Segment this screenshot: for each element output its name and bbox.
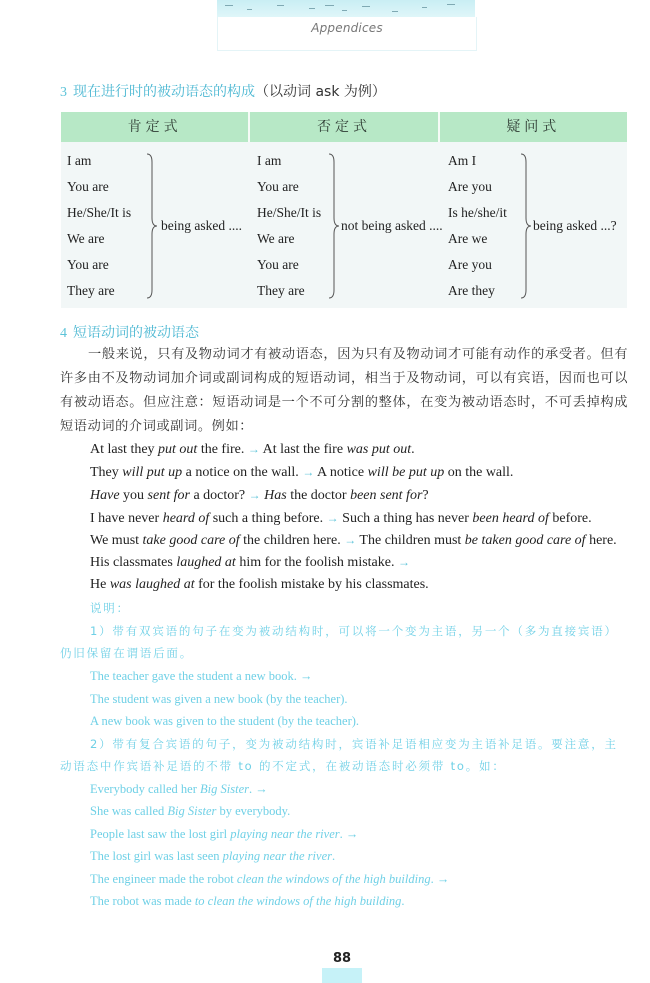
example-text: At last they [90,442,159,457]
note-1-example: The student was given a new book (by the teacher). [90,692,348,706]
table-cell: Are you [448,179,492,194]
table-cell: Am I [448,153,477,168]
table-cell: You are [67,257,109,272]
example-text: At last the fire [259,442,347,457]
table-cell: You are [67,179,109,194]
note-1-example: A new book was given to the student (by the teacher). [90,714,360,728]
header-decoration [217,0,475,17]
section-4-title [60,324,199,343]
table-cell: We are [67,231,105,246]
notes-heading: 说明： [90,601,130,615]
table-cell: They are [67,283,115,298]
example-phrase: heard of [162,511,210,526]
example-text: the children here. [239,533,345,548]
running-header [217,17,477,51]
note-2-example [90,781,268,797]
section-title-text: 短语动词的被动语态 [73,325,199,341]
example-phrase: was laughed at [109,577,195,592]
example-text: The robot was made [90,894,195,908]
example-text: the fire. [197,442,248,457]
example-line [90,486,429,505]
example-phrase: been sent for [350,488,423,503]
example-text: before. [548,511,592,526]
table-cell: You are [257,179,299,194]
example-text: A notice [314,465,368,480]
page-number-label: 88 [322,950,362,968]
right-brace-icon [328,152,340,300]
example-phrase: clean the windows of the high building [236,872,431,886]
example-text: We must [90,533,143,548]
arrow-right-icon: → [248,488,261,502]
table-cell: I am [257,153,282,168]
example-text: . → [339,827,359,841]
example-phrase: playing near the river [230,827,340,841]
page-number [322,950,362,983]
example-phrase: take good care of [142,533,240,548]
example-text: here. [585,533,617,548]
negative-subjects [257,148,321,304]
table-cell: We are [257,231,295,246]
example-phrase: Has [264,488,287,503]
right-brace-icon [520,152,532,300]
example-text: . [411,442,415,457]
example-text: His classmates [90,555,177,570]
example-text: on the wall. [444,465,514,480]
section-title-text: 现在进行时的被动语态的构成 [73,84,255,100]
example-phrase: was put out [346,442,412,457]
example-text: a notice on the wall. [182,465,303,480]
section-number: 3 [60,85,67,100]
example-text: for the foolish mistake by his classmates. [194,577,429,592]
example-text: The lost girl was last seen [90,849,223,863]
example-text: She was called [90,804,168,818]
arrow-right-icon: → [397,555,410,569]
table-cell: Are they [448,283,495,298]
running-header-label: Appendices [311,21,383,35]
example-phrase: Have [90,488,120,503]
note-1-example: The teacher gave the student a new book. → [90,669,313,683]
example-phrase: sent for [147,488,190,503]
example-phrase: will put up [122,465,183,480]
header-negative: 否定式 [248,112,437,142]
note-1: 1）带有双宾语的句子在变为被动结构时，可以将一个变为主语，另一个（多为直接宾语）仍旧保留在谓语后面。 [60,624,618,660]
interrogative-result: being asked ...? [533,218,617,233]
table-header-row [61,112,627,142]
table-cell: Are we [448,231,488,246]
example-text: The engineer made the robot [90,872,237,886]
negative-result: not being asked .... [341,218,443,233]
example-text: The children must [356,533,465,548]
example-text: He [90,577,110,592]
note-2-example [90,848,335,864]
table-cell: Are you [448,257,492,272]
note-2-example [90,803,290,819]
arrow-right-icon: → [247,442,260,456]
note-2-example [90,826,358,842]
example-phrase: Big Sister [200,782,249,796]
table-cell: He/She/It is [257,205,322,220]
example-text: . [331,849,336,863]
note-2: 2）带有复合宾语的句子，变为被动结构时，宾语补足语相应变为主语补足语。要注意，主动语态中作宾语补足语的不带 to 的不定式，在被动语态时必须带 to。如： [60,737,618,773]
example-text: him for the foolish mistake. [235,555,398,570]
example-text: . → [430,872,450,886]
example-phrase: been heard of [472,511,549,526]
page-number-tab [322,968,362,983]
example-text: . [401,894,405,908]
example-line [90,531,617,550]
example-text: a doctor? [189,488,249,503]
example-phrase: playing near the river [222,849,332,863]
table-cell: Is he/she/it [448,205,507,220]
table-cell: You are [257,257,299,272]
example-phrase: laughed at [176,555,236,570]
section-number: 4 [60,326,67,341]
table-cell: They are [257,283,305,298]
note-2-example [90,893,405,909]
example-text: They [90,465,123,480]
affirmative-subjects [67,148,131,304]
arrow-right-icon: → [344,533,357,547]
example-line [90,440,415,459]
example-line [90,553,410,572]
example-phrase: put out [158,442,198,457]
example-text: ? [422,488,429,503]
example-line [90,463,513,482]
arrow-right-icon: → [302,465,315,479]
example-text: you [119,488,148,503]
example-phrase: will be put up [367,465,445,480]
example-text: Everybody called her [90,782,201,796]
example-text: . → [249,782,268,796]
example-phrase: Big Sister [167,804,217,818]
affirmative-result: being asked .... [161,218,242,233]
example-phrase: be taken good care of [464,533,586,548]
table-cell: I am [67,153,92,168]
example-text: People last saw the lost girl [90,827,231,841]
arrow-right-icon: → [326,511,339,525]
right-brace-icon [146,152,158,300]
example-line [90,576,429,594]
example-text: the doctor [286,488,351,503]
header-interrogative: 疑问式 [438,112,627,142]
example-phrase: to clean the windows of the high building [194,894,402,908]
example-text: Such a thing has never [338,511,473,526]
section-title-paren: （以动词 ask 为例） [255,84,386,100]
example-text: I have never [90,511,163,526]
section-3-title [60,83,386,102]
interrogative-subjects [448,148,507,304]
header-affirmative: 肯定式 [61,112,248,142]
section-4-paragraph: 一般来说，只有及物动词才有被动语态，因为只有及物动词才可能有动作的承受者。但有许多由不及物动词加介词或副词构成的短语动词，相当于及物动词，可以有宾语，因而也可以有被动语态。但应注意：短语动词是一个不可分割的整体，在变为被动语态时，不可丢掉构成短语动词的介词或副词。例如： [60,347,628,434]
example-text: such a thing before. [209,511,327,526]
note-2-example [90,871,449,887]
table-cell: He/She/It is [67,205,132,220]
passive-progressive-table [61,112,627,308]
example-text: by everybody. [216,804,291,818]
example-line [90,509,592,528]
